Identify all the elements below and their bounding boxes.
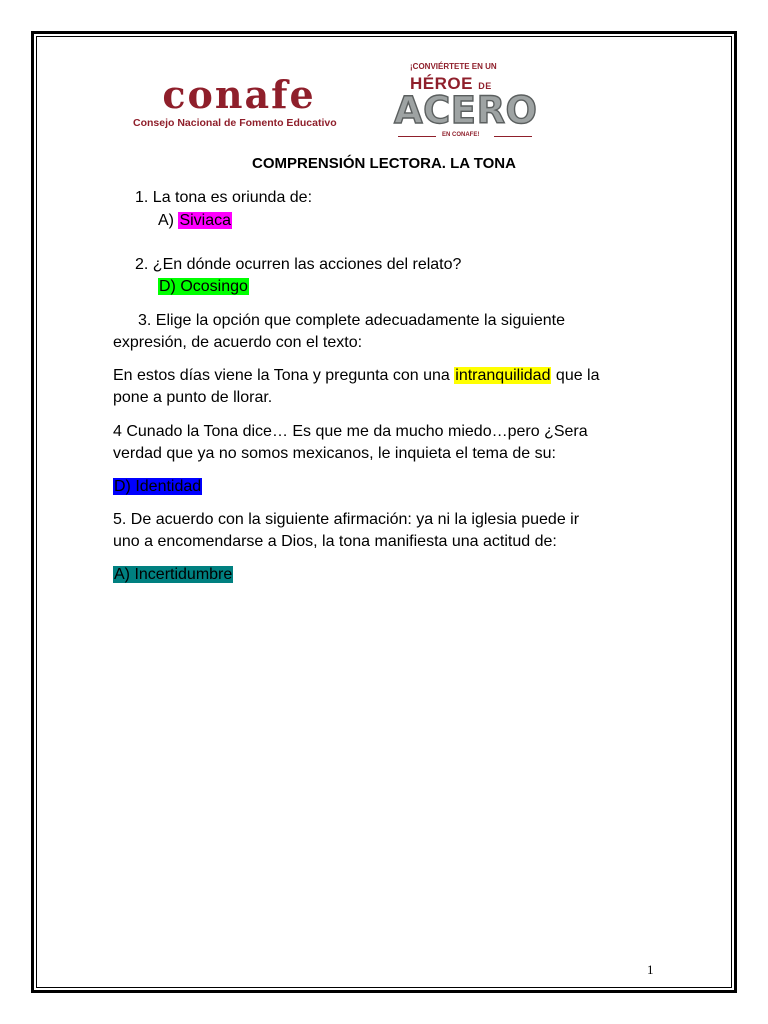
answer-4 (113, 476, 202, 498)
question-2: 2. ¿En dónde ocurren las acciones del relato? (135, 256, 462, 273)
question-4-line-1: 4 Cunado la Tona dice… Es que me da mucho miedo…pero ¿Sera (113, 423, 588, 440)
conafe-logo (133, 72, 345, 129)
answer-1-highlight: Siviaca (179, 212, 232, 229)
heroe-logo-rule-left (398, 136, 436, 137)
answer-2 (158, 276, 249, 298)
question-3-line-2: expresión, de acuerdo con el texto: (113, 334, 363, 351)
page-number: 1 (647, 962, 654, 977)
question-3-text-line-2: pone a punto de llorar. (113, 389, 273, 406)
question-3-line-1: 3. Elige la opción que complete adecuadamente la siguiente (138, 312, 565, 329)
answer-5-highlight: A) Incertidumbre (114, 566, 233, 583)
heroe-logo-footer (390, 132, 540, 142)
question-3-text-line-1 (113, 365, 600, 387)
answer-2-highlight: D) Ocosingo (159, 278, 248, 295)
heroe-logo-acero: ACERO (394, 89, 538, 132)
heroe-logo-footer-text: EN CONAFE! (442, 132, 480, 138)
heroe-logo-rule-right (494, 136, 532, 137)
heroe-logo-heroe: HÉROE (410, 74, 473, 93)
question-3-text-before: En estos días viene la Tona y pregunta con una (113, 367, 455, 384)
heroe-logo-de: DE (478, 81, 492, 91)
answer-1 (158, 210, 232, 232)
question-5-line-2: uno a encomendarse a Dios, la tona manifiesta una actitud de: (113, 533, 557, 550)
answer-4-highlight: D) Identidad (114, 478, 202, 495)
answer-1-prefix: A) (158, 212, 179, 229)
question-3-text-after: que la (551, 367, 600, 384)
answer-5 (113, 564, 233, 586)
question-1: 1. La tona es oriunda de: (135, 189, 313, 206)
heroe-logo-tagline: ¡CONVIÉRTETE EN UN (410, 62, 497, 71)
document-title: COMPRENSIÓN LECTORA. LA TONA (252, 155, 516, 172)
question-4-line-2: verdad que ya no somos mexicanos, le inquieta el tema de su: (113, 445, 556, 462)
heroe-de-acero-logo (390, 62, 540, 142)
question-5-line-1: 5. De acuerdo con la siguiente afirmación: ya ni la iglesia puede ir (113, 511, 580, 528)
answer-3-highlight: intranquilidad (455, 367, 551, 384)
conafe-logo-subtitle: Consejo Nacional de Fomento Educativo (133, 117, 337, 129)
conafe-logo-wordmark: conafe (162, 72, 316, 117)
